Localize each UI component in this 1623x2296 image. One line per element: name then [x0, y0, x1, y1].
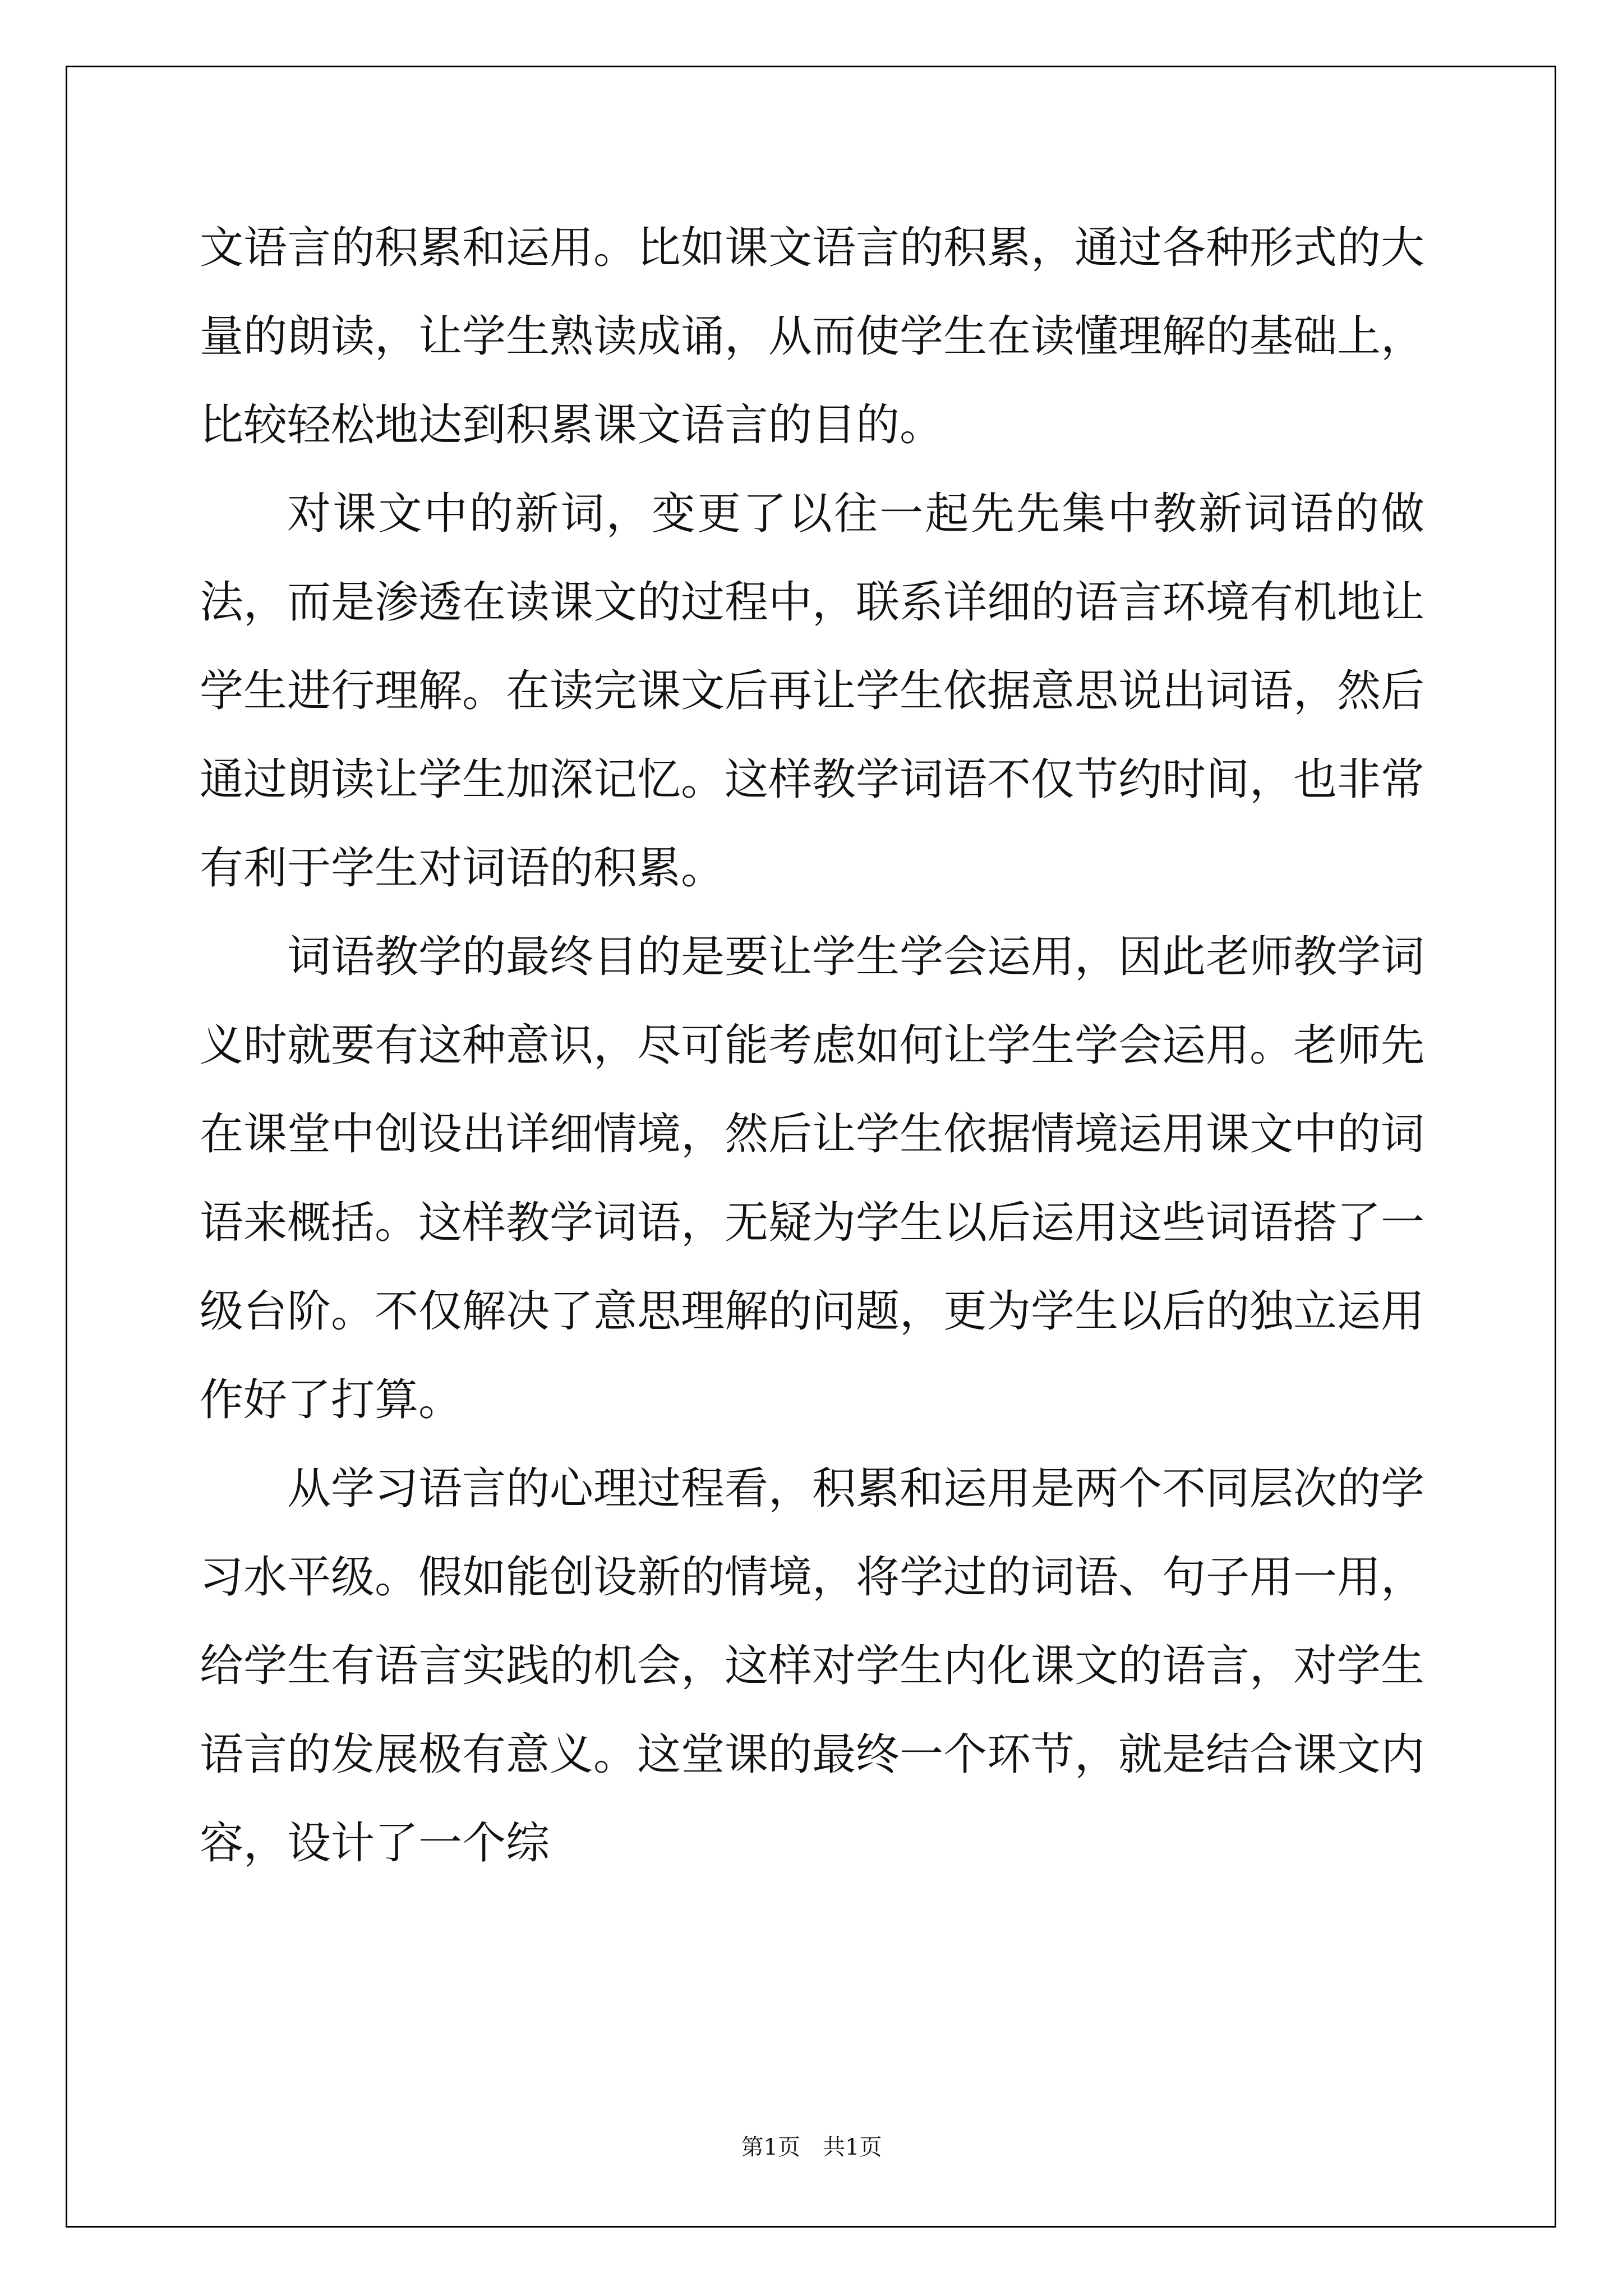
paragraph-4: 从学习语言的心理过程看，积累和运用是两个不同层次的学习水平级。假如能创设新的情境，将学过的词语、句子用一用，给学生有语言实践的机会，这样对学生内化课文的语言，对学生语言的发展极有意义。这堂课的最终一个环节，就是结合课文内容，设计了一个综: [200, 1464, 1425, 1869]
page-footer: 第1页 共1页: [741, 2134, 882, 2160]
paragraph-2: 对课文中的新词，变更了以往一起先先集中教新词语的做法，而是渗透在读课文的过程中，联系详细的语言环境有机地让学生进行理解。在读完课文后再让学生依据意思说出词语，然后通过朗读让学生加深记忆。这样教学词语不仅节约时间，也非常有利于学生对词语的积累。: [200, 489, 1425, 894]
document-body: [200, 204, 1424, 1888]
paragraph-3: 词语教学的最终目的是要让学生学会运用，因此老师教学词义时就要有这种意识，尽可能考虑如何让学生学会运用。老师先在课堂中创设出详细情境，然后让学生依据情境运用课文中的词语来概括。这样教学词语，无疑为学生以后运用这些词语搭了一级台阶。不仅解决了意思理解的问题，更为学生以后的独立运用作好了打算。: [200, 932, 1425, 1425]
paragraph-1: 文语言的积累和运用。比如课文语言的积累，通过各种形式的大量的朗读，让学生熟读成诵，从而使学生在读懂理解的基础上，比较轻松地达到积累课文语言的目的。: [200, 223, 1425, 450]
